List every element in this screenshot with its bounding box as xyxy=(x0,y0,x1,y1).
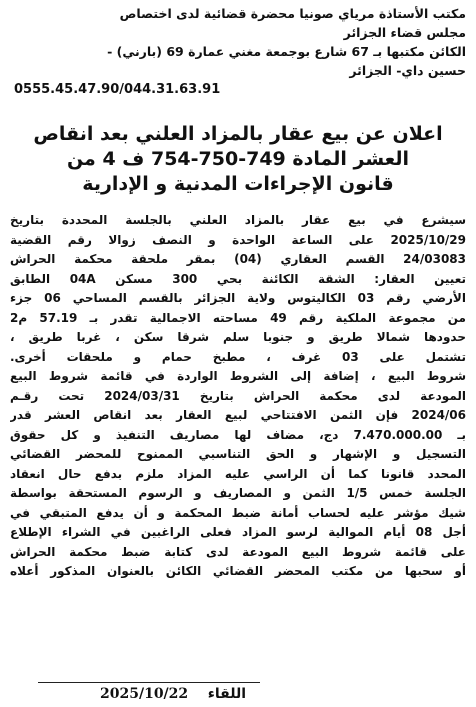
body-line: شيك مؤشر عليه لحساب أمانة ضبط المحكمة و أن يدفع المتبقي في xyxy=(10,505,466,520)
publication-date: 2025/10/22 xyxy=(100,686,189,702)
title-line: قانون الإجراءات المدنية و الإدارية xyxy=(82,173,394,195)
body-line: سيشرع في بيع عقار بالمزاد العلني بالجلسة المحددة بتاريخ xyxy=(10,213,466,227)
office-phone-numbers: 0555.45.47.90/044.31.63.91 xyxy=(14,82,221,97)
bailiff-office-header xyxy=(10,4,466,100)
office-city-line: حسين داي- الجزائر xyxy=(349,63,466,78)
body-line: أو سحبها من مكتب المحضر القضائي الكائن بالعنوان المذكور أعلاه xyxy=(10,564,466,578)
notice-body xyxy=(10,211,466,582)
body-line: تشتمل على 03 غرف ، مطبخ حمام و ملحقات أخرى. xyxy=(10,349,466,364)
office-name-line: مكتب الأستاذة مرياي صونيا محضرة قضائية لدى اختصاص xyxy=(119,6,466,21)
body-line: الأرضي رقم 03 الكاليتوس ولاية الجزائر بالقسم المساحي 06 جزء xyxy=(10,291,466,305)
body-line: بـ 7.470.000.00 دج، مضاف لها مصاريف التنفيذ و كل حقوق xyxy=(10,427,466,442)
body-line: شروط البيع ، إضافة إلى الشروط الواردة في قائمة شروط البيع xyxy=(10,369,466,383)
body-line: التسجيل و الإشهار و الحق التناسبي الممنوح للمحضر القضائي xyxy=(10,447,466,461)
body-line: 24/03083 القسم العقاري (04) بمقر ملحقة محكمة الحراش xyxy=(10,252,466,266)
publication-footer xyxy=(38,682,260,705)
jurisdiction-line: مجلس قضاء الجزائر xyxy=(343,25,466,40)
body-line: أجل 08 أيام الموالية لرسو المزاد فعلى الراغبين في الشراء الإطلاع xyxy=(10,525,466,539)
body-line: 2025/10/29 على الساعة الواحدة و النصف زوالا رقم القضية xyxy=(10,232,466,247)
body-line: تعيين العقار: الشقة الكائنة بحي 300 مسكن 04A الطابق xyxy=(10,271,466,286)
body-line: من مجموعة الملكية رقم 49 مساحته الاجمالية تقدر بـ 57.19 م2 xyxy=(10,310,466,325)
body-line: المحدد قانونا كما أن الراسي عليه المزاد ملزم بدفع حال انعقاد xyxy=(10,466,466,481)
notice-title xyxy=(10,122,466,197)
body-line: المودعة لدى محكمة الحراش بتاريخ 2024/03/31 تحت رقـم xyxy=(10,388,466,403)
title-line: اعلان عن بيع عقار بالمزاد العلني بعد انقاص xyxy=(33,123,443,145)
office-address-line: الكائن مكتبها بـ 67 شارع بوجمعة مغني عمارة 69 (بارني) - xyxy=(107,44,466,59)
body-line: حدودها شمالا طريق و جنوبا سلم شرقا سكن ، غربا طريق ، xyxy=(10,330,466,344)
title-line: العشر المادة 749-750-754 ف 4 من xyxy=(66,148,410,170)
body-line: على قائمة شروط البيع المودعة لدى كتابة ضبط محكمة الحراش xyxy=(10,544,466,559)
newspaper-name: اللقاء xyxy=(207,686,246,702)
body-line: 2024/06 فإن الثمن الافتتاحي لبيع العقار بعد انقاص العشر قدر xyxy=(10,408,466,422)
body-line: الجلسة خمس 1/5 الثمن و المصاريف و الرسوم المستحقة بواسطة xyxy=(10,486,466,500)
